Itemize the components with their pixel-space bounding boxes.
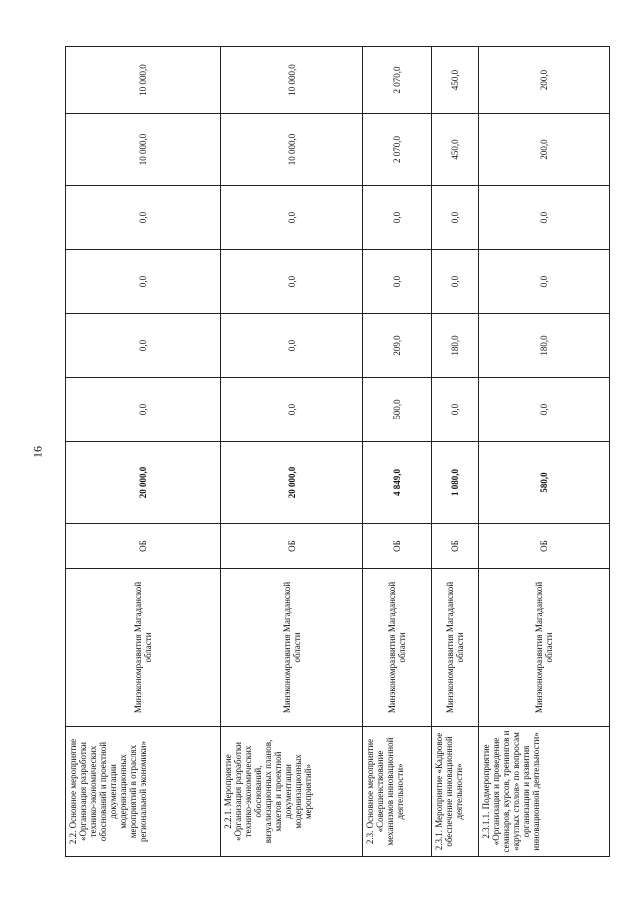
cell-y4: 0,0 (431, 186, 478, 250)
cell-y3: 0,0 (431, 250, 478, 314)
cell-source: ОБ (66, 524, 221, 569)
cell-y1: 0,0 (220, 378, 362, 442)
cell-y3: 0,0 (220, 250, 362, 314)
cell-source: ОБ (363, 524, 431, 569)
cell-total: 4 849,0 (363, 442, 431, 524)
table-row (431, 47, 478, 857)
cell-executor: Минэкономразвития Магаданской области (220, 569, 362, 727)
cell-source: ОБ (431, 524, 478, 569)
cell-y4: 0,0 (363, 186, 431, 250)
cell-y5: 450,0 (431, 114, 478, 186)
table-row (478, 47, 609, 857)
table-row (220, 47, 362, 857)
cell-total: 20 000,0 (66, 442, 221, 524)
cell-y4: 0,0 (66, 186, 221, 250)
cell-y4: 0,0 (220, 186, 362, 250)
cell-y3: 0,0 (363, 250, 431, 314)
cell-y5: 2 070,0 (363, 114, 431, 186)
cell-executor: Минэкономразвития Магаданской области (363, 569, 431, 727)
cell-y5: 10 000,0 (66, 114, 221, 186)
cell-y5: 10 000,0 (220, 114, 362, 186)
cell-y3: 0,0 (66, 250, 221, 314)
cell-y1: 500,0 (363, 378, 431, 442)
cell-y6: 450,0 (431, 47, 478, 114)
cell-y5: 200,0 (478, 114, 609, 186)
table-row (363, 47, 431, 857)
cell-source: ОБ (220, 524, 362, 569)
cell-y2: 180,0 (478, 314, 609, 378)
cell-y1: 0,0 (431, 378, 478, 442)
cell-name: 2.3. Основное мероприятие «Совершенствование механизмов инновационной деятельности» (363, 727, 431, 857)
cell-name: 2.3.1. Мероприятие «Кадровое обеспечение инновационной деятельности» (431, 727, 478, 857)
cell-y3: 0,0 (478, 250, 609, 314)
cell-name: 2.2.1. Мероприятие «Организация разработки технико-экономических обоснований, визуализационных планов, макетов и проектной документации модернизационных мероприятий» (220, 727, 362, 857)
cell-name: 2.3.1.1. Подмероприятие «Организация и проведение семинаров, курсов, тренингов и «круглых столов» по вопросам организации и развития инновационной деятельности» (478, 727, 609, 857)
cell-total: 1 080,0 (431, 442, 478, 524)
cell-y6: 10 000,0 (220, 47, 362, 114)
cell-y6: 2 070,0 (363, 47, 431, 114)
cell-y1: 0,0 (66, 378, 221, 442)
table-row (66, 47, 221, 857)
cell-y6: 200,0 (478, 47, 609, 114)
page-number: 16 (30, 446, 45, 458)
cell-y1: 0,0 (478, 378, 609, 442)
cell-executor: Минэкономразвития Магаданской области (66, 569, 221, 727)
cell-executor: Минэкономразвития Магаданской области (431, 569, 478, 727)
cell-y2: 180,0 (431, 314, 478, 378)
cell-total: 20 000,0 (220, 442, 362, 524)
cell-name: 2.2. Основное мероприятие «Организация разработки технико-экономических обоснований и проектной документации модернизационных мероприятий в отраслях региональной экономики» (66, 727, 221, 857)
cell-total: 580,0 (478, 442, 609, 524)
rotated-page (65, 47, 610, 857)
cell-y6: 10 000,0 (66, 47, 221, 114)
budget-table (65, 46, 610, 857)
cell-y2: 0,0 (66, 314, 221, 378)
cell-y2: 209,0 (363, 314, 431, 378)
cell-y2: 0,0 (220, 314, 362, 378)
cell-source: ОБ (478, 524, 609, 569)
cell-y4: 0,0 (478, 186, 609, 250)
cell-executor: Минэкономразвития Магаданской области (478, 569, 609, 727)
